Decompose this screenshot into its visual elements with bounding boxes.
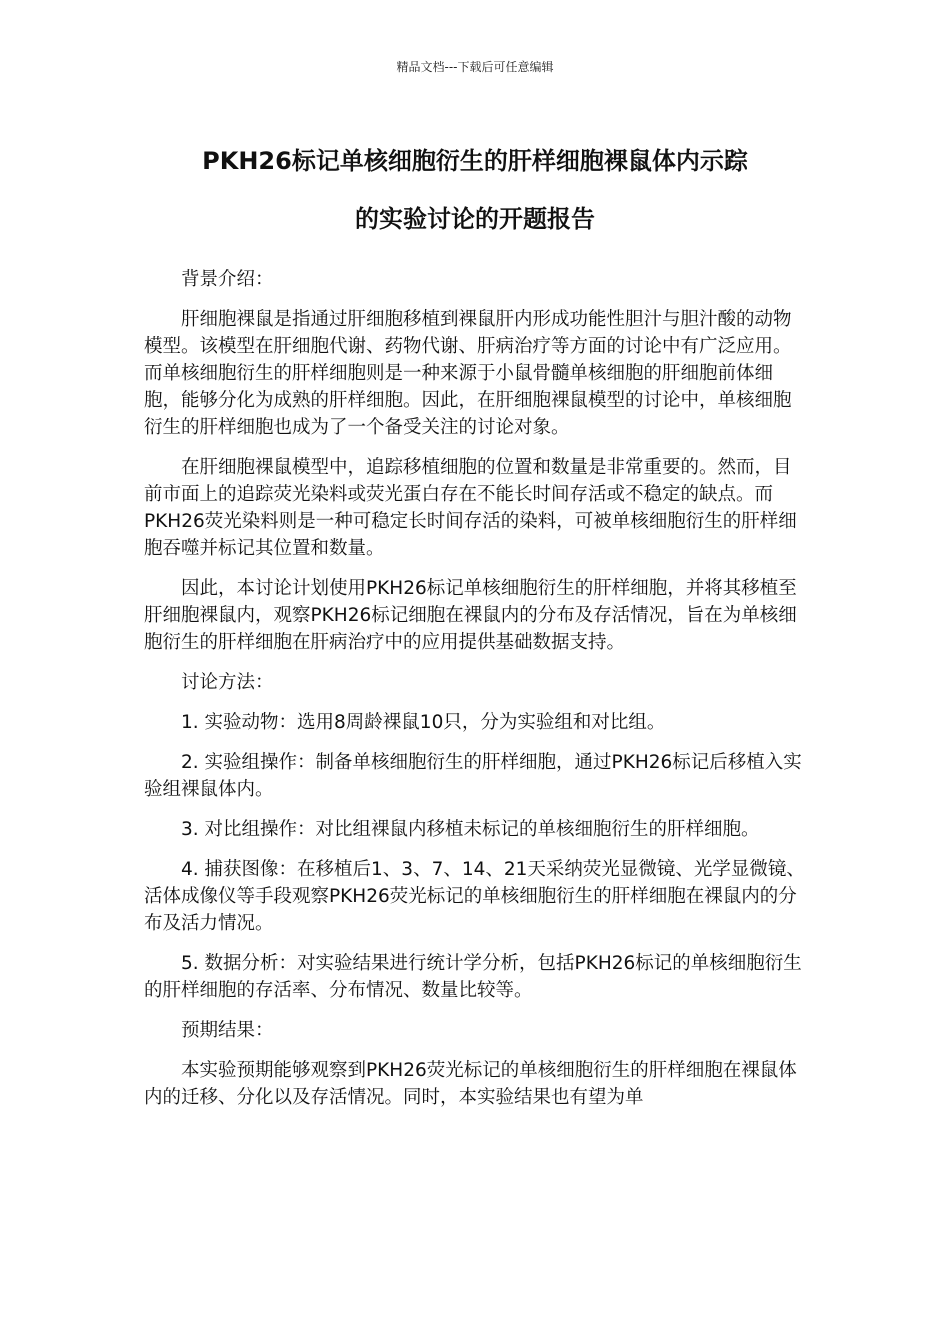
page-header: 精品文档---下载后可任意编辑 bbox=[396, 60, 554, 74]
method-item-1: 1. 实验动物：选用8周龄裸鼠10只，分为实验组和对比组。 bbox=[181, 712, 666, 733]
method-item-3: 3. 对比组操作：对比组裸鼠内移植未标记的单核细胞衍生的肝样细胞。 bbox=[181, 819, 760, 840]
title-line-2: 的实验讨论的开题报告 bbox=[355, 205, 595, 233]
document-title bbox=[120, 132, 830, 248]
method-item-5: 5. 数据分析：对实验结果进行统计学分析，包括PKH26标记的单核细胞衍生的肝样细胞的存活率、分布情况、数量比较等。 bbox=[144, 953, 802, 1001]
method-item-4: 4. 捕获图像：在移植后1、3、7、14、21天采纳荧光显微镜、光学显微镜、活体成像仪等手段观察PKH26荧光标记的单核细胞衍生的肝样细胞在裸鼠内的分布及活力情况。 bbox=[144, 859, 805, 934]
document-body bbox=[144, 266, 808, 1124]
title-line-1: PKH26标记单核细胞衍生的肝样细胞裸鼠体内示踪 bbox=[202, 147, 748, 175]
paragraph-background-3: 因此，本讨论计划使用PKH26标记单核细胞衍生的肝样细胞，并将其移植至肝细胞裸鼠内，观察PKH26标记细胞在裸鼠内的分布及存活情况，旨在为单核细胞衍生的肝样细胞在肝病治疗中的应用提供基础数据支持。 bbox=[144, 578, 797, 653]
section-heading-background: 背景介绍： bbox=[181, 269, 274, 290]
section-heading-methods: 讨论方法： bbox=[181, 672, 274, 693]
paragraph-expected-results: 本实验预期能够观察到PKH26荧光标记的单核细胞衍生的肝样细胞在裸鼠体内的迁移、分化以及存活情况。同时，本实验结果也有望为单 bbox=[144, 1060, 797, 1108]
method-item-2: 2. 实验组操作：制备单核细胞衍生的肝样细胞，通过PKH26标记后移植入实验组裸鼠体内。 bbox=[144, 752, 802, 800]
paragraph-background-1: 肝细胞裸鼠是指通过肝细胞移植到裸鼠肝内形成功能性胆汁与胆汁酸的动物模型。该模型在肝细胞代谢、药物代谢、肝病治疗等方面的讨论中有广泛应用。而单核细胞衍生的肝样细胞则是一种来源于小鼠骨髓单核细胞的肝细胞前体细胞，能够分化为成熟的肝样细胞。因此，在肝细胞裸鼠模型的讨论中，单核细胞衍生的肝样细胞也成为了一个备受关注的讨论对象。 bbox=[144, 309, 792, 438]
section-heading-expected-results: 预期结果： bbox=[181, 1020, 274, 1041]
paragraph-background-2: 在肝细胞裸鼠模型中，追踪移植细胞的位置和数量是非常重要的。然而，目前市面上的追踪荧光染料或荧光蛋白存在不能长时间存活或不稳定的缺点。而PKH26荧光染料则是一种可稳定长时间存活的染料，可被单核细胞衍生的肝样细胞吞噬并标记其位置和数量。 bbox=[144, 457, 797, 559]
